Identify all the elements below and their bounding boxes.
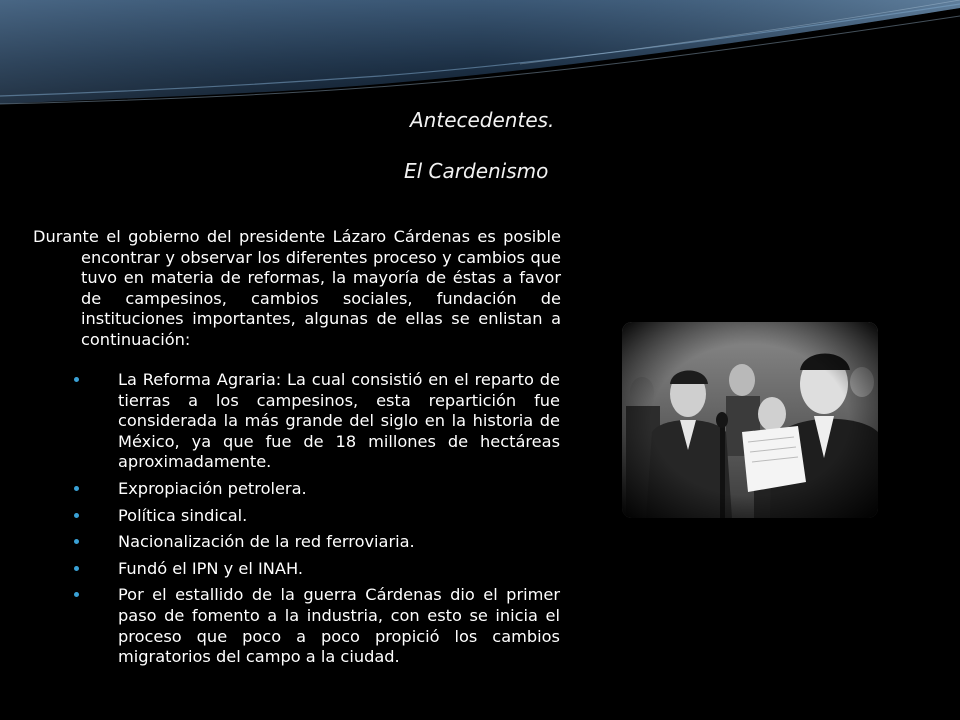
list-item-text: Política sindical. [118,505,248,525]
slide-title: Antecedentes. [410,108,555,132]
intro-paragraph [33,227,561,351]
list-item-text: Fundó el IPN y el INAH. [118,558,303,578]
list-item-text: Expropiación petrolera. [118,478,307,498]
list-item [74,479,560,500]
list-item [74,532,560,553]
list-item [74,370,560,473]
bullet-dot-icon [74,377,79,382]
bullet-dot-icon [74,592,79,597]
slide-subtitle: El Cardenismo [404,159,549,183]
list-item [74,559,560,580]
list-item-text: Nacionalización de la red ferroviaria. [118,532,415,552]
intro-text: Durante el gobierno del presidente Lázaro Cárdenas es posible encontrar y observar los diferentes proceso y cambios que tuvo en materia de reformas, la mayoría de éstas a favor de campesinos, cambios sociales, fundación de instituciones importantes, algunas de ellas se enlistan a continuación: [33,227,561,349]
list-item-text: La Reforma Agraria: La cual consistió en el reparto de tierras a los campesinos, esta repartición fue considerada la más grande del siglo en la historia de México, ya que fue de 18 millones de hectáreas aproximadamente. [118,370,560,472]
bullet-dot-icon [74,566,79,571]
list-item [74,585,560,667]
reform-list [74,370,560,674]
bullet-dot-icon [74,513,79,518]
list-item-text: Por el estallido de la guerra Cárdenas dio el primer paso de fomento a la industria, con esto se inicia el proceso que poco a poco propició los cambios migratorios del campo a la ciudad. [118,585,560,667]
list-item [74,506,560,527]
header-wave-band [0,0,960,120]
historical-photo [622,322,878,518]
bullet-dot-icon [74,539,79,544]
bullet-dot-icon [74,486,79,491]
